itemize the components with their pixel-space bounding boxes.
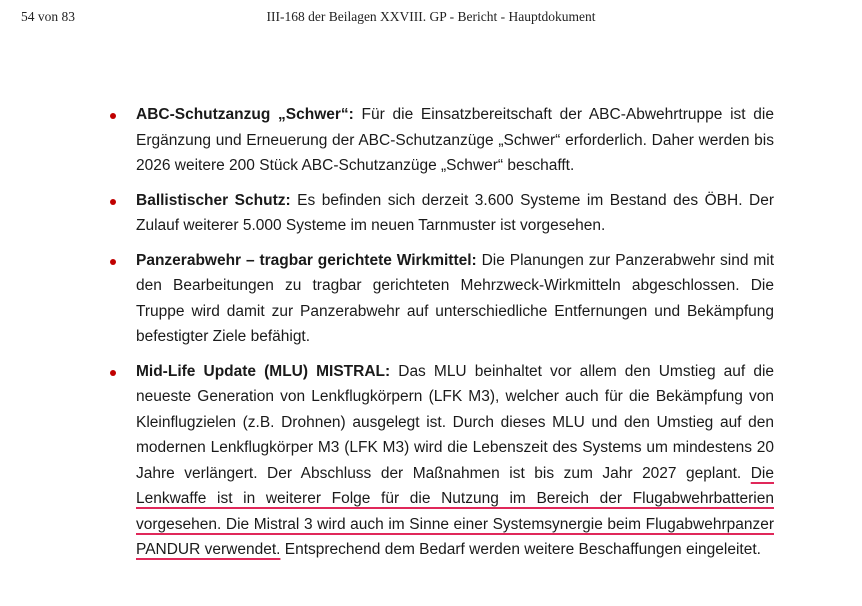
list-item-body: Die Planungen zur Panzerabwehr sind mit den Bearbeitungen zu tragbar gerichteten Mehrzweck-Wirkmitteln abgeschlossen. Die Truppe wird damit zur Panzerabwehr auf unterschiedliche Entfernungen und Bekämpfung befestigter Ziele befähigt. xyxy=(136,251,775,345)
bullet-icon xyxy=(110,113,116,119)
document-body xyxy=(136,102,774,572)
list-item-panzerabwehr xyxy=(136,248,774,350)
list-item-body-tail: Entsprechend dem Bedarf werden weitere Beschaffungen eingeleitet. xyxy=(280,541,761,558)
list-item-heading: Mid-Life Update (MLU) MISTRAL: xyxy=(136,362,391,380)
list-item-text xyxy=(136,102,774,179)
list-item-abc-schutzanzug xyxy=(136,102,774,179)
list-item-heading: ABC-Schutzanzug „Schwer“: xyxy=(136,106,354,123)
bullet-icon xyxy=(110,370,116,376)
list-item-body: Für die Einsatzbereitschaft der ABC-Abwehrtruppe ist die Ergänzung und Erneuerung der ABC-Schutzanzüge „Schwer“ erforderlich. Daher werden bis 2026 weitere 200 Stück ABC-Schutzanzüge „Schwer“ beschafft. xyxy=(136,106,774,174)
list-item-text xyxy=(136,188,774,239)
list-item-heading: Panzerabwehr – tragbar gerichtete Wirkmittel: xyxy=(136,251,477,269)
page-number: 54 von 83 xyxy=(21,9,75,24)
list-item-heading: Ballistischer Schutz: xyxy=(136,191,291,209)
list-item-text xyxy=(136,359,774,563)
bullet-icon xyxy=(110,259,116,265)
list-item-ballistischer-schutz xyxy=(136,188,774,239)
document-header-title: III-168 der Beilagen XXVIII. GP - Bericht - Hauptdokument xyxy=(266,9,596,24)
list-item-text xyxy=(136,248,774,350)
list-item-body: Es befinden sich derzeit 3.600 Systeme im Bestand des ÖBH. Der Zulauf weiterer 5.000 Systeme im neuen Tarnmuster ist vorgesehen. xyxy=(136,191,774,234)
list-item-mistral-mlu xyxy=(136,359,774,563)
list-item-body: Das MLU beinhaltet vor allem den Umstieg auf die neueste Generation von Lenkflugkörpern (LFK M3), welcher auch für die Bekämpfung von Kleinflugzielen (z.B. Drohnen) ausgelegt ist. Durch dieses MLU und den Umstieg auf den modernen Lenkflugkörper M3 (LFK M3) wird die Lebenszeit des Systems um mindestens 20 Jahre verlängert. Der Abschluss der Maßnahmen ist bis zum Jahr 2027 geplant. xyxy=(136,362,775,482)
bullet-icon xyxy=(110,199,116,205)
underlined-annotation: Die Lenkwaffe ist in weiterer Folge für die Nutzung im Bereich der Flugabwehrbatterien vorgesehen. Die Mistral 3 wird auch im Sinne einer Systemsynergie beim Flugabwehrpanzer PANDUR verwendet. xyxy=(136,464,774,558)
